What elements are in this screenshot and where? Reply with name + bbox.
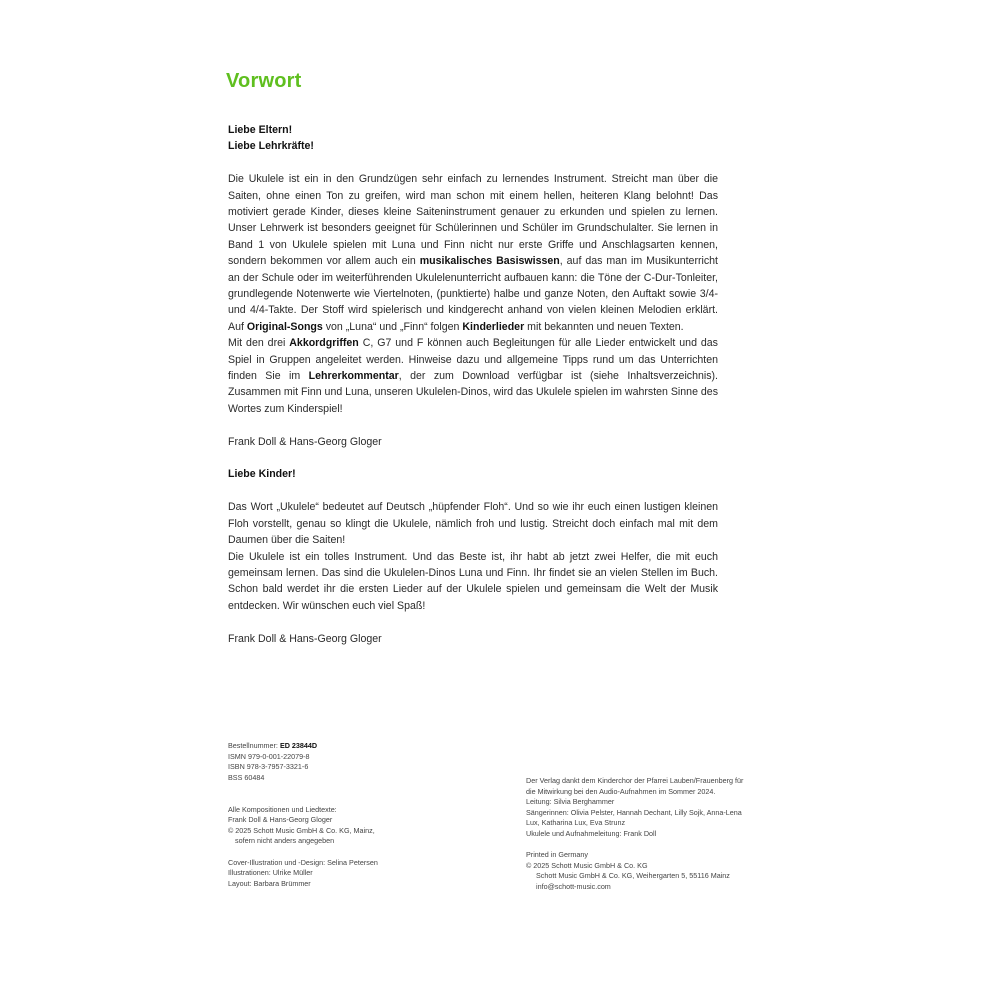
kids-paragraph-2: Die Ukulele ist ein tolles Instrument. Und das Beste ist, ihr habt ab jetzt zwei Helfer, die mit euch gemeinsam lernen. Das sind die Ukulelen-Dinos Luna und Finn. Ihr findet sie an vielen Stellen im Buch. Schon bald werdet ihr die ersten Lieder auf der Ukulele spielen und gemeinsam die Welt der Musik entdecken. Wir wünschen euch viel Spaß! [228,550,718,612]
ismn: ISMN 979-0-001-22079-8 [228,751,310,761]
parents-paragraph-2: Mit den drei Akkordgriffen C, G7 und F können auch Begleitungen für alle Lieder entwickelt und das Spiel in Gruppen angeleitet werden. Hinweise dazu und allgemeine Tipps rund um das Unterrichten finden Sie im Lehrerkommentar, der zum Download verfügbar ist (siehe Inhaltsverzeichnis). Zusammen mit Finn und Luna, unseren Ukulelen-Dinos, wird das Ukulele spielen im wahrsten Sinne des Wortes zum Kinderspiel! [228,337,719,415]
ukulele-credit: Ukulele und Aufnahmeleitung: Frank Doll [526,828,657,838]
compositions-copyright: © 2025 Schott Music GmbH & Co. KG, Mainz, [228,825,375,835]
imprint-left [228,741,488,889]
bss-number: BSS 60484 [228,772,265,782]
singers-line-1: Sängerinnen: Olivia Pelster, Hannah Dechant, Lilly Sojk, Anna-Lena [526,807,742,817]
compositions-credit: Alle Kompositionen und Liedtexte: [228,804,337,814]
greeting-teachers: Liebe Lehrkräfte! [228,140,314,153]
illustrations-credit: Illustrationen: Ulrike Müller [228,868,313,878]
order-number-line: Bestellnummer: ED 23844D [228,741,318,750]
publisher-copyright: © 2025 Schott Music GmbH & Co. KG [526,860,648,870]
choir-leader: Leitung: Silvia Berghammer [526,797,615,807]
page-title: Vorwort [226,70,302,92]
parents-paragraph-1: Die Ukulele ist ein in den Grundzügen sehr einfach zu lernendes Instrument. Streicht man über die Saiten, ohne einen Ton zu greifen, wird man schon mit einem hellen, heiteren Klang belohnt! Das motiviert gerade Kinder, dieses kleine Saiteninstrument genauer zu erkunden und spielen zu lernen. Unser Lehrwerk ist besonders geeignet für Schülerinnen und Schüler im Grundschulalter. Sie lernen in Band 1 von Ukulele spielen mit Luna und Finn nicht nur erste Griffe und Anschlagsarten kennen, sondern bekommen vor allem auch ein musikalisches Basiswissen, auf das man im Musikunterricht an der Schule oder im weiterführenden Ukulelenunterricht aufbauen kann: die Töne der C-Dur-Tonleiter, grundlegende Notenwerte wie Viertelnoten, (punktierte) halbe und ganze Noten, den Auftakt sowie 3/4- und 4/4-Takte. Der Stoff wird spielerisch und kindgerecht anhand von vielen kleinen Melodien erklärt. Auf Original-Songs von „Luna“ und „Finn“ folgen Kinderlieder mit bekannten und neuen Texten. [228,173,718,333]
thanks-line-2: die Mitwirkung bei den Audio-Aufnahmen im Sommer 2024. [526,786,716,796]
isbn: ISBN 978-3-7957-3321-6 [228,762,309,772]
layout-credit: Layout: Barbara Brümmer [228,878,311,888]
publisher-address: Schott Music GmbH & Co. KG, Weihergarten 5, 55116 Mainz [536,871,730,881]
singers-line-2: Lux, Katharina Lux, Eva Strunz [526,818,626,828]
cover-credit: Cover-Illustration und -Design: Selina Petersen [228,857,378,867]
parents-signature: Frank Doll & Hans-Georg Gloger [228,435,382,448]
greeting-kids: Liebe Kinder! [228,468,296,481]
greeting-parents: Liebe Eltern! [228,124,293,136]
thanks-line-1: Der Verlag dankt dem Kinderchor der Pfarrei Lauben/Frauenberg für [526,776,744,785]
kids-paragraph-1: Das Wort „Ukulele“ bedeutet auf Deutsch „hüpfender Floh“. Und so wie ihr euch einen lustigen kleinen Floh vorstellt, genau so klingt die Ukulele, nämlich froh und lustig. Streicht doch einfach mal mit dem Daumen über die Saiten! [228,501,718,547]
printed-in: Printed in Germany [526,850,588,860]
kids-signature: Frank Doll & Hans-Georg Gloger [228,632,382,645]
publisher-email: info@schott-music.com [536,881,611,891]
imprint-right [526,776,806,893]
foreword-body [228,122,718,647]
compositions-authors: Frank Doll & Hans-Georg Gloger [228,815,333,825]
compositions-note: sofern nicht anders angegeben [235,836,335,846]
